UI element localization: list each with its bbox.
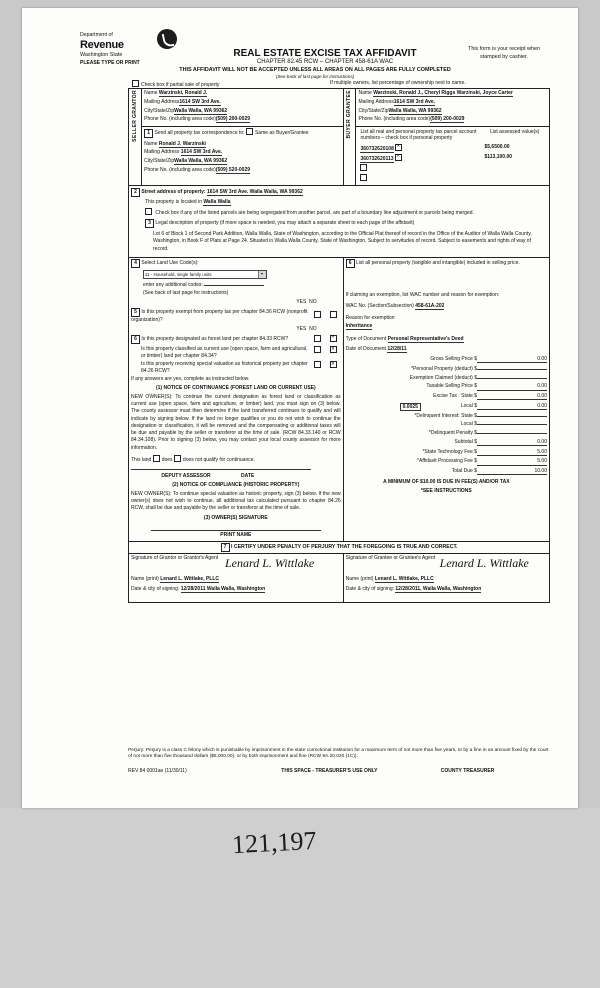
buyer-mailing-label: Mailing Address — [358, 98, 394, 105]
tax-calculation-lines — [346, 356, 547, 475]
seller-citystatezip-label: City/State/Zip — [144, 107, 175, 114]
taxable-price-label: Taxable Selling Price $ — [426, 383, 477, 390]
certify-header-row — [129, 542, 550, 554]
boundary-adjust-checkbox[interactable] — [145, 208, 152, 215]
parcel-personal-checkbox-3[interactable] — [360, 174, 367, 181]
personal-prop-deduct-label: *Personal Property (deduct) $ — [411, 365, 477, 372]
corr-citystatezip-label: City/State/Zip — [144, 158, 175, 164]
street-address-value[interactable]: 1614 SW 3rd Ave. Walla Walla, WA 99362 — [206, 188, 303, 195]
parties-table — [128, 88, 550, 603]
date-of-document-value[interactable]: 12/28/11 — [387, 345, 407, 352]
subtotal-value[interactable]: 0.00 — [477, 439, 547, 446]
seller-citystatezip-value[interactable]: Walla Walla, WA 99362 — [174, 107, 228, 114]
item-6-number: 6 — [131, 335, 140, 344]
right-block — [343, 257, 549, 542]
owners-signature-label: (3) OWNER(S) SIGNATURE — [203, 515, 268, 522]
see-last-page-note: (See back of last page for instructions) — [275, 74, 355, 79]
footer-row — [128, 768, 550, 774]
type-of-document-value[interactable]: Personal Representative's Deed — [387, 335, 464, 342]
parcel-personal-checkbox-0[interactable] — [395, 144, 402, 151]
reason-value[interactable]: Inheritance — [345, 323, 373, 330]
grantee-date-label: Date & city of signing: — [345, 586, 394, 593]
parcel-table — [358, 128, 547, 184]
form-title: REAL ESTATE EXCISE TAX AFFIDAVIT — [233, 48, 417, 59]
partial-sale-checkbox[interactable] — [132, 80, 139, 87]
does-not-label: does not qualify for continuance. — [182, 456, 255, 463]
item-7-number: 7 — [221, 543, 230, 552]
same-as-buyer-label: Same as Buyer/Grantee — [254, 130, 309, 136]
seller-name-value[interactable]: Warzinski, Ronald J. — [158, 90, 208, 96]
buyer-phone-value[interactable]: (509) 200-0029 — [430, 116, 465, 123]
additional-codes-input[interactable] — [204, 285, 264, 286]
grantee-name-label: Name (print) — [345, 576, 374, 583]
minimum-fee-note: A MINIMUM OF $10.00 IS DUE IN FEE(S) AND/OR TAX — [383, 479, 510, 486]
exemption-claimed-value[interactable] — [477, 378, 547, 379]
legal-description-text: Lot 6 of Block 1 of Second Park Addition, Walla Walla, State of Washington, according to the Official Plat thereof of record in the Office of the Auditor of Walla Walla County, Washington, in Book F of Plats at Page 24. Situated in Walla Walla County, State of Washington. Subject to servitudes of record. Subject to easements and rights of way of record. — [153, 230, 532, 252]
buyer-phone-label: Phone No. (including area code) — [358, 116, 431, 123]
land-use-label: Select Land Use Code(s): — [141, 259, 199, 266]
grantor-signature-block — [129, 554, 344, 603]
print-name-label: PRINT NAME — [220, 531, 252, 538]
parcel-number-1[interactable]: 360732620113 — [360, 155, 394, 162]
forest-land-question: Is this property designated as forest land per chapter 84.33 RCW? — [141, 335, 289, 342]
corr-name-label: Name — [144, 140, 158, 147]
grantor-sig-label: Signature of Grantor or Grantor's Agent — [131, 555, 219, 562]
if-any-yes-note: If any answers are yes, complete as instructed below. — [131, 376, 250, 383]
corr-phone-value[interactable]: (509) 520-0029 — [215, 166, 251, 173]
property-block — [129, 185, 550, 257]
corr-phone-label: Phone No. (including area code) — [144, 166, 216, 173]
footer-county: COUNTY TREASURER — [440, 768, 495, 774]
historic-question: Is this property receiving special valuation as historical property per chapter 84.26 RCW? — [141, 361, 308, 374]
corr-mailing-value[interactable]: 1614 SW 3rd Ave. — [180, 149, 223, 156]
reason-label: Reason for exemption — [345, 314, 395, 321]
item-6-right-number: 6 — [346, 259, 355, 268]
land-use-select[interactable] — [143, 270, 267, 279]
located-in-label: This property is located in — [145, 199, 202, 205]
no-header-2: NO — [309, 326, 317, 332]
local-rate-value[interactable]: 0.0025 — [400, 403, 421, 411]
delinq-penalty-label: *Delinquent Penalty $ — [428, 430, 477, 436]
revenue-logo-icon — [157, 29, 177, 49]
seller-phone-value[interactable]: (509) 200-0029 — [215, 116, 251, 123]
total-due-value[interactable]: 10.00 — [477, 468, 547, 475]
exempt-yes-checkbox[interactable] — [314, 311, 321, 318]
see-back-label: (See back of last page for instructions) — [143, 290, 229, 297]
notice-continuance-body: NEW OWNER(S): To continue the current designation as forest land or classification as current use (open space, farm and agriculture, or timber) land, you must sign on (3) below. The county assessor must then determine if the land transferred continues to qualify and will indicate by signing below. If the land no longer qualifies or you do not wish to continue the designation or classification, it will be removed and the compensating or additional taxes will be due and payable by the seller or transferor at the time of sale. (RCW 84.33.140 or RCW 84.34.108). Prior to signing (3) below, you may contact your local county assessor for more information. — [131, 393, 341, 451]
grantor-name-label: Name (print) — [131, 576, 159, 583]
exempt-no-checkbox[interactable] — [330, 311, 337, 318]
wac-value[interactable]: 458-61A-202 — [415, 303, 445, 310]
parcel-number-0[interactable]: 360732620108 — [360, 145, 394, 152]
grantee-signature[interactable]: Lenard L. Wittlake — [439, 556, 529, 571]
correspondence-block — [142, 127, 344, 186]
delinq-interest-local-value[interactable] — [477, 424, 547, 425]
delinq-interest-state-value[interactable] — [477, 416, 547, 417]
grantee-name-value[interactable]: Lenard L. Wittlake, PLLC — [374, 576, 434, 583]
yes-header-2: YES — [296, 326, 307, 332]
department-line2: Revenue — [80, 38, 124, 51]
exemption-claimed-label: Exemption Claimed (deduct) $ — [409, 374, 477, 381]
no-header-1: NO — [309, 299, 317, 305]
parcels-block — [356, 127, 550, 186]
legal-description-label: Legal description of property (if more space is needed, you may attach a separate sheet to each page of the affidavit) — [155, 220, 415, 226]
tech-fee-label: *State Technology Fee $ — [422, 448, 477, 455]
receipt-note: This form is your receipt when stamped by cashier. — [468, 46, 540, 60]
excise-state-value[interactable]: 0.00 — [477, 393, 547, 400]
corr-citystatezip-value[interactable]: Walla Walla, WA 99362 — [174, 158, 228, 164]
delinq-interest-state-label: *Delinquent Interest: State $ — [414, 412, 477, 419]
item-5-number: 5 — [131, 308, 140, 317]
processing-fee-label: *Affidavit Processing Fee $ — [417, 458, 477, 465]
seller-name-label: Name — [144, 90, 158, 96]
please-type-label: PLEASE TYPE OR PRINT — [80, 60, 140, 66]
personal-prop-deduct-value[interactable] — [477, 369, 547, 370]
partial-sale-label: Check box if partial sale of property — [141, 82, 220, 88]
form-warning: THIS AFFIDAVIT WILL NOT BE ACCEPTED UNLESS ALL AREAS ON ALL PAGES ARE FULLY COMPLETED — [179, 67, 451, 73]
buyer-name-value[interactable]: Warzinski, Ronald J., Cheryl Riggs Warzinski, Joyce Carter — [373, 90, 513, 96]
deputy-assessor-label: DEPUTY ASSESSOR — [161, 472, 211, 479]
parcel-personal-checkbox-2[interactable] — [360, 164, 367, 171]
seller-block — [142, 89, 344, 127]
form-subtitle: CHAPTER 82.45 RCW – CHAPTER 458-61A WAC — [256, 59, 394, 65]
land-use-selected: 11 - Household, single family units — [145, 272, 212, 277]
footer-treasurer: THIS SPACE - TREASURER'S USE ONLY — [281, 768, 378, 774]
tech-fee-value[interactable]: 5.00 — [477, 449, 547, 456]
current-use-question: Is this property classified as current use (open space, farm and agricultural, or timber) land per chapter 84.34? — [141, 346, 308, 359]
land-use-block — [129, 257, 344, 542]
notice-compliance-title: (2) NOTICE OF COMPLIANCE (HISTORIC PROPERTY) — [172, 481, 300, 488]
this-land-label: This land — [131, 456, 152, 463]
multiple-owners-note: If multiple owners, list percentage of ownership next to name. — [330, 80, 466, 86]
parcels-header: List all real and personal property tax parcel account numbers – check box if personal property — [360, 129, 477, 142]
wac-label: WAC No. (Section/Subsection) — [345, 303, 414, 310]
grantee-sig-label: Signature of Grantee or Grantee's Agent — [345, 555, 435, 562]
located-in-value[interactable]: Walla Walla — [203, 199, 231, 205]
gross-price-value[interactable]: 0.00 — [477, 356, 547, 363]
item-3-number: 3 — [145, 219, 154, 228]
department-line3: Washington State — [80, 52, 123, 59]
buyer-citystatezip-label: City/State/Zip — [358, 107, 389, 114]
personal-property-label: List all personal property (tangible and intangible) included in selling price. — [356, 259, 520, 266]
item-4-number: 4 — [131, 259, 140, 268]
corr-mailing-label: Mailing Address — [144, 149, 180, 156]
buyer-tab: BUYER GRANTEE — [343, 89, 356, 186]
buyer-name-label: Name — [358, 90, 372, 96]
excise-state-label: Excise Tax : State $ — [433, 393, 477, 399]
does-not-checkbox[interactable] — [174, 455, 181, 462]
assessed-header: List assessed value(s) — [490, 129, 540, 135]
delinq-interest-local-label: Local $ — [460, 421, 477, 428]
seller-mailing-value[interactable]: 1614 SW 3rd Ave. — [179, 98, 221, 105]
partial-sale-checkbox-row[interactable] — [132, 80, 219, 88]
street-address-label: Street address of property: — [141, 188, 206, 195]
buyer-mailing-value[interactable]: 1614 SW 3rd Ave. — [393, 98, 436, 105]
seller-phone-label: Phone No. (including area code) — [144, 116, 216, 123]
does-label: does — [161, 456, 173, 463]
forest-yes-checkbox[interactable] — [314, 335, 321, 342]
forest-no-checkbox[interactable] — [330, 335, 337, 342]
parcel-assessed-0[interactable]: $5,6500.00 — [484, 143, 510, 150]
taxable-price-value[interactable]: 0.00 — [477, 383, 547, 390]
seller-mailing-label: Mailing Address — [144, 98, 180, 105]
historic-no-checkbox[interactable] — [330, 361, 337, 368]
item-1-number: 1 — [144, 129, 153, 138]
footer-rev: REV 84 0001ae (11/30/11) — [128, 768, 187, 774]
historic-yes-checkbox[interactable] — [314, 361, 321, 368]
grantor-date-value[interactable]: 12/28/2011 Walla Walla, Washington — [180, 586, 266, 593]
same-as-buyer-checkbox[interactable] — [246, 128, 253, 135]
buyer-block — [356, 89, 550, 127]
grantor-date-label: Date & city of signing: — [131, 586, 180, 593]
current-use-no-checkbox[interactable] — [330, 346, 337, 353]
correspondence-header: Send all property tax correspondence to: — [154, 130, 245, 136]
scan-top-edge — [0, 0, 600, 8]
parcel-assessed-1[interactable]: $113,100.00 — [484, 153, 513, 160]
grantor-name-value[interactable]: Lenard L. Wittlake, PLLC — [160, 576, 220, 583]
notice-continuance-title: (1) NOTICE OF CONTINUANCE (FOREST LAND OR CURRENT USE) — [155, 385, 316, 391]
type-of-document-label: Type of Document — [345, 335, 387, 342]
current-use-yes-checkbox[interactable] — [314, 346, 321, 353]
chevron-down-icon[interactable] — [258, 271, 266, 278]
certify-header: I CERTIFY UNDER PENALTY OF PERJURY THAT THE FOREGOING IS TRUE AND CORRECT. — [230, 544, 458, 551]
parcel-personal-checkbox-1[interactable] — [395, 154, 402, 161]
seller-tab: SELLER GRANTOR — [129, 89, 142, 186]
department-line1: Department of — [80, 32, 113, 38]
exemption-label: If claiming an exemption, list WAC number and reason for exemption: — [345, 292, 500, 298]
item-2-number: 2 — [131, 188, 140, 197]
yes-header-1: YES — [296, 299, 307, 305]
subtotal-label: Subtotal $ — [454, 438, 477, 445]
delinq-penalty-value[interactable] — [477, 433, 547, 434]
total-due-label: Total Due $ — [451, 468, 477, 474]
boundary-adjust-label: Check box if any of the listed parcels are being segregated from another parcel, are part of a boundary line adjustment or parcels being merged. — [155, 209, 474, 216]
does-checkbox[interactable] — [153, 455, 160, 462]
corr-name-value[interactable]: Ronald J. Warzinski — [158, 140, 206, 147]
perjury-note: Perjury: Perjury is a class C felony which is punishable by imprisonment in the state correctional institution for a maximum term of not more than five years, or by a fine in an amount fixed by the court of not more than five thousand dollars ($5,000.00), or by both imprisonment and fine (RCW 9A.20.020 (1C)). — [128, 748, 549, 759]
owners-signature-line[interactable] — [151, 530, 321, 531]
processing-fee-value[interactable]: 5.00 — [477, 458, 547, 465]
exempt-question-label: Is this property exempt from property tax per chapter 84.36 RCW (nonprofit organization)? — [131, 308, 308, 323]
grantor-signature[interactable]: Lenard L. Wittlake — [225, 556, 315, 571]
additional-codes-label: enter any additional codes: — [143, 281, 203, 288]
see-instructions-note: *SEE INSTRUCTIONS — [420, 488, 472, 494]
notice-compliance-body: NEW OWNER(S): To continue special valuation as historic property, sign (3) below. If the new owner(s) does not wish to continue, all additional tax calculated pursuant to chapter 84.26 RCW, shall be due and payable by the seller or transferor at the time of sale. — [131, 490, 341, 511]
date-of-document-label: Date of Document — [345, 345, 386, 352]
document-page — [22, 8, 578, 808]
excise-local-label: Local $ — [460, 402, 477, 409]
grantee-signature-block — [343, 554, 549, 603]
gross-price-label: Gross Selling Price $ — [430, 356, 477, 362]
handwritten-total: 121,197 — [231, 825, 318, 860]
excise-local-value[interactable]: 0.00 — [477, 403, 547, 410]
date-label: DATE — [241, 472, 255, 479]
grantee-date-value[interactable]: 12/28/2011, Walla Walla, Washington — [395, 586, 482, 593]
buyer-citystatezip-value[interactable]: Walla Walla, WA 99362 — [388, 107, 442, 114]
